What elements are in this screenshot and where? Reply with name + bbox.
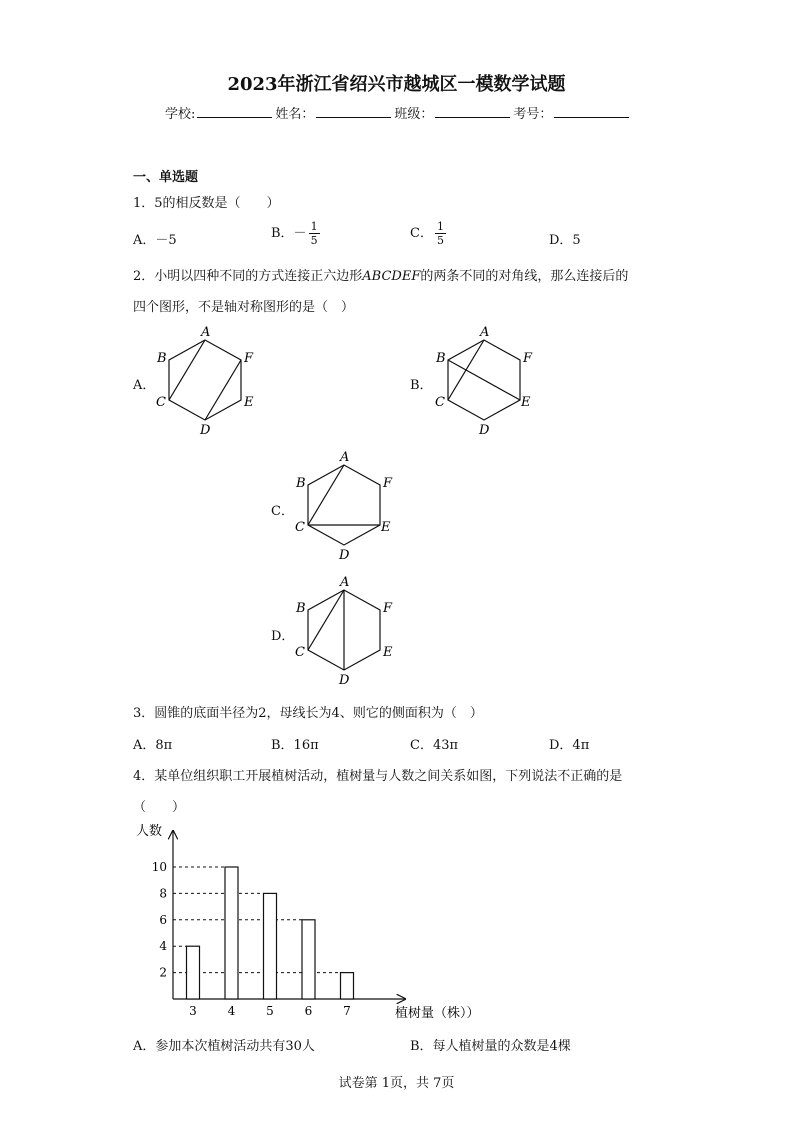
q2-stem-text: 2．小明以四种不同的方式连接正六边形 (133, 269, 363, 284)
hexagon-figure-d (289, 570, 399, 690)
q2-stem-line2: 四个图形，不是轴对称图形的是（ ） (133, 300, 355, 315)
bar-6 (302, 920, 315, 999)
vertex-label-c: C (156, 395, 166, 410)
vertex-label-b: B (436, 351, 446, 366)
diagonal-be (448, 360, 520, 400)
y-tick-label: 2 (159, 965, 167, 980)
student-info-line (165, 103, 632, 122)
q2-stem-line1 (133, 265, 628, 284)
school-blank[interactable] (197, 105, 272, 118)
q1-option-b[interactable] (271, 220, 320, 247)
bar-4 (225, 867, 238, 999)
vertex-label-f: F (244, 351, 254, 366)
vertex-label-c: C (295, 645, 305, 660)
q2-option-d[interactable]: D． (271, 629, 295, 644)
vertex-label-c: C (435, 395, 445, 410)
vertex-label-f: F (383, 476, 393, 491)
vertex-label-a: A (340, 450, 350, 465)
bar-3 (187, 946, 200, 999)
vertex-label-d: D (339, 673, 350, 688)
q3-option-a[interactable]: A．8π (133, 738, 173, 753)
vertex-label-b: B (296, 601, 306, 616)
q2-hexagon-name: ABCDEF (362, 269, 421, 284)
q4-stem-line2: （ ） (133, 800, 186, 815)
q2-option-b[interactable]: B． (410, 378, 433, 393)
diagonal-ac (308, 590, 344, 650)
q1-option-b-fraction (309, 220, 320, 247)
q2-option-c[interactable]: C． (271, 504, 294, 519)
q4-stem-line1: 4．某单位组织职工开展植树活动，植树量与人数之间关系如图，下列说法不正确的是 (133, 769, 623, 784)
name-blank[interactable] (316, 105, 391, 118)
q1-option-b-prefix: B．－ (271, 226, 307, 241)
diagonal-ac (169, 340, 205, 400)
vertex-label-e: E (244, 395, 254, 410)
q1-option-c-prefix: C． (410, 226, 433, 241)
x-tick-label: 5 (266, 1004, 274, 1018)
q1-option-c[interactable] (410, 220, 446, 247)
vertex-label-e: E (383, 645, 393, 660)
q3-option-c[interactable]: C．43π (410, 738, 459, 753)
vertex-label-d: D (200, 423, 211, 438)
x-tick-label: 4 (227, 1004, 236, 1018)
vertex-label-b: B (296, 476, 306, 491)
tree-planting-bar-chart (130, 815, 510, 1025)
vertex-label-e: E (521, 395, 531, 410)
q2-option-a[interactable]: A． (133, 378, 156, 393)
number-label: 考号： (513, 107, 553, 122)
school-label: 学校: (165, 107, 196, 122)
page-title: 2023年浙江省绍兴市越城区一模数学试题 (227, 74, 566, 95)
q1-option-c-fraction (435, 220, 446, 247)
q3-stem: 3．圆锥的底面半径为2，母线长为4、则它的侧面积为（ ） (133, 706, 483, 721)
y-tick-label: 8 (159, 886, 167, 901)
hexagon-outline (308, 465, 380, 545)
hexagon-figure-b (429, 320, 539, 440)
diagonal-df (205, 360, 241, 420)
x-axis-label: 植树量（株）） (395, 1006, 480, 1021)
class-label: 班级： (394, 107, 434, 122)
bar-7 (341, 973, 354, 999)
number-blank[interactable] (554, 105, 629, 118)
fraction-numerator: 1 (436, 220, 444, 233)
q4-option-a[interactable]: A．参加本次植树活动共有30人 (133, 1039, 315, 1054)
page-footer: 试卷第 1页，共 7页 (338, 1076, 455, 1091)
y-tick-label: 4 (159, 939, 167, 954)
fraction-denominator: 5 (436, 234, 444, 247)
hexagon-figure-c (289, 445, 399, 565)
q3-option-b[interactable]: B．16π (271, 738, 319, 753)
q1-option-d[interactable]: D．5 (549, 233, 581, 248)
diagonal-ac (308, 465, 344, 525)
y-tick-label: 6 (159, 912, 167, 927)
hexagon-figure-a (150, 320, 260, 440)
x-tick-label: 3 (189, 1004, 197, 1018)
vertex-label-f: F (523, 351, 533, 366)
section-title: 一、单选题 (133, 170, 199, 185)
vertex-label-d: D (479, 423, 490, 438)
fraction-denominator: 5 (310, 234, 318, 247)
vertex-label-a: A (201, 325, 211, 340)
bar-5 (264, 893, 277, 999)
vertex-label-c: C (295, 520, 305, 535)
y-axis-label: 人数 (136, 824, 163, 839)
name-label: 姓名： (275, 107, 315, 122)
vertex-label-a: A (340, 575, 350, 590)
q3-option-d[interactable]: D．4π (549, 738, 590, 753)
q4-option-b[interactable]: B．每人植树量的众数是4棵 (410, 1039, 571, 1054)
x-tick-label: 6 (304, 1004, 313, 1018)
vertex-label-b: B (157, 351, 167, 366)
vertex-label-e: E (381, 520, 391, 535)
vertex-label-a: A (480, 325, 490, 340)
hexagon-outline (169, 340, 241, 420)
q2-stem-text: 的两条不同的对角线，那么连接后的 (420, 269, 629, 284)
fraction-numerator: 1 (310, 220, 318, 233)
q1-stem: 1．5的相反数是（ ） (133, 196, 280, 211)
x-tick-label: 7 (343, 1004, 351, 1018)
vertex-label-f: F (383, 601, 393, 616)
y-tick-label: 10 (151, 860, 167, 874)
q1-option-a[interactable]: A．－5 (133, 233, 177, 248)
class-blank[interactable] (435, 105, 510, 118)
vertex-label-d: D (339, 548, 350, 563)
